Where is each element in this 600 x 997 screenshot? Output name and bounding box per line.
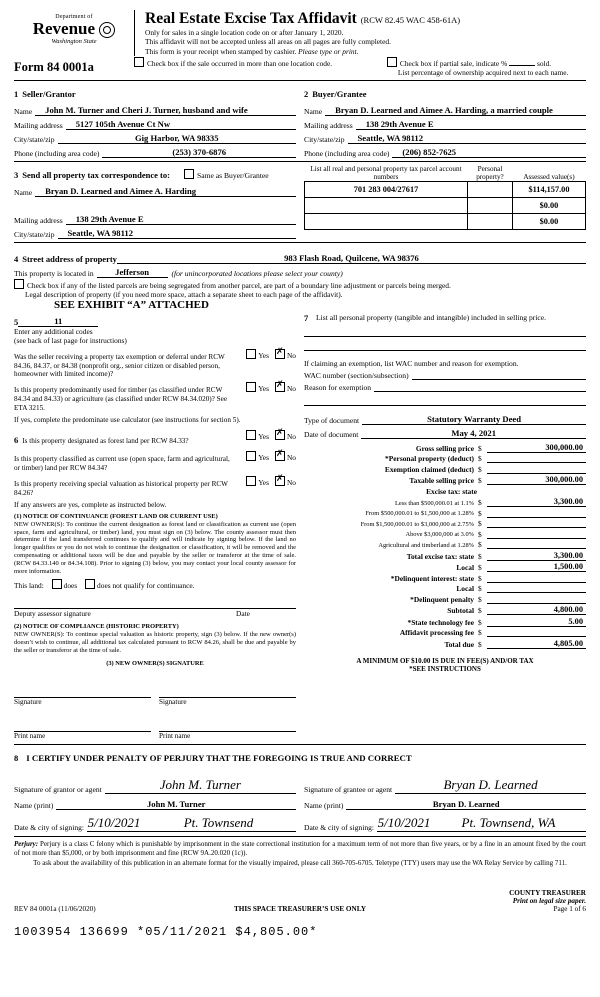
partial-sale-tail: sold.: [536, 58, 552, 68]
segregation-label: Check box if any of the listed parcels are being segregated from another parcel, are part of a boundary line adjustment or parcels being merged.: [27, 280, 451, 290]
buyer-name-label: Name: [304, 106, 323, 116]
grantor-name-label: Name (print): [14, 801, 54, 811]
wac-number-input[interactable]: [412, 379, 586, 380]
buyer-phone-label: Phone (including area code): [304, 148, 390, 158]
print-name-label-2: Print name: [159, 732, 191, 741]
perjury-title: Perjury:: [14, 840, 39, 849]
grantor-date-signed[interactable]: 5/10/2021: [87, 815, 141, 831]
buyer-mailing-label: Mailing address: [304, 120, 353, 130]
document-header: [14, 10, 586, 56]
line-label-3: Taxable selling price: [409, 476, 474, 486]
deputy-assessor-date-label: Date: [236, 609, 250, 619]
q2-no-checkbox[interactable]: [275, 382, 285, 392]
line-label-4: Excise tax: state: [426, 486, 477, 496]
seller-phone[interactable]: (253) 370-6876: [102, 147, 296, 158]
s6q1-no-checkbox[interactable]: [275, 430, 285, 440]
correspondence-and-parcels: [14, 165, 586, 239]
certification-heading: I CERTIFY UNDER PENALTY OF PERJURY THAT THE FOREGOING IS TRUE AND CORRECT: [26, 753, 412, 764]
delinquent-interest-state[interactable]: [487, 582, 586, 583]
seller-number: 1: [14, 88, 19, 99]
grantee-signature-label: Signature of grantee or agent: [304, 785, 393, 795]
buyer-name[interactable]: Bryan D. Learned and Aimee A. Harding, a married couple: [325, 105, 586, 116]
page-title: Real Estate Excise Tax Affidavit: [145, 10, 357, 27]
notice-compliance-title: (2) NOTICE OF COMPLIANCE (HISTORIC PROPERTY): [14, 623, 179, 631]
table-row: [305, 213, 586, 229]
reason-exemption-line-2[interactable]: [304, 392, 586, 406]
line-label-8: Above $3,000,000 at 3.0%: [405, 531, 474, 539]
header-note-3: This form is your receipt when stamped by cashier.: [145, 46, 297, 56]
footer-rev: REV 84 0001a (11/06/2020): [14, 905, 96, 914]
see-instructions-note: *SEE INSTRUCTIONS: [409, 664, 481, 673]
rate-tier-2-amount[interactable]: [487, 517, 586, 518]
wac-number-label: WAC number (section/subsection): [304, 370, 409, 380]
assessed-value-2[interactable]: $0.00: [512, 197, 585, 213]
assessed-value-1[interactable]: $114,157.00: [512, 181, 585, 197]
section6-q2: Is this property classified as current use (open space, farm and agricultural, or timber) land per RCW 84.34?: [14, 455, 230, 472]
line-label-0: Gross selling price: [415, 443, 474, 453]
new-owner-printname-2[interactable]: [159, 716, 296, 732]
document-date-label: Date of document: [304, 429, 359, 439]
located-in-note: (for unincorporated locations please select your county): [171, 268, 343, 278]
partial-sale-percent-input[interactable]: [509, 65, 535, 66]
section5-q1-answer[interactable]: Yes ✗ No: [240, 349, 296, 360]
section6-q3: Is this property receiving special valuation as historical property per RCW 84.26?: [14, 479, 228, 497]
correspondence-block: [14, 165, 296, 239]
s6q3-yes-checkbox[interactable]: [246, 476, 256, 486]
personal-property-checkbox-1[interactable]: [467, 181, 512, 197]
delinquent-interest-local[interactable]: [487, 592, 586, 593]
partial-sale-label: Check box if partial sale, indicate %: [399, 58, 508, 68]
seller-citystatezip[interactable]: Gig Harbor, WA 98335: [58, 133, 297, 144]
seller-phone-label: Phone (including area code): [14, 148, 100, 158]
line-label-6: From $500,000.01 to $1,500,000 at 1.28%: [365, 510, 474, 518]
pct-note: List percentage of ownership acquired next to each name.: [397, 67, 569, 77]
does-label: does: [63, 581, 78, 591]
dept-label: Department of: [55, 14, 93, 20]
segregation-checkbox[interactable]: [14, 279, 24, 289]
partial-sale-checkbox[interactable]: [387, 57, 397, 67]
footer-legal-size: Print on legal size paper.: [512, 897, 586, 906]
buyer-heading: Buyer/Grantee: [312, 88, 367, 99]
section7-number: 7: [304, 312, 309, 323]
grantor-print-name[interactable]: John M. Turner: [56, 799, 296, 810]
section5-block: [14, 313, 296, 740]
corr-citystatezip-label: City/state/zip: [14, 229, 55, 239]
line-label-14: *Delinquent penalty: [410, 594, 474, 604]
assessed-value-3[interactable]: $0.00: [512, 213, 585, 229]
certification-section: [14, 748, 586, 832]
rate-tier-1-amount[interactable]: 3,300.00: [487, 497, 586, 507]
title-block: [134, 10, 586, 56]
revenue-label: Revenue: [32, 19, 96, 38]
multi-location-checkbox[interactable]: [134, 57, 144, 67]
corr-mailing-address[interactable]: 138 29th Avenue E: [66, 214, 296, 225]
header-note-1: Only for sales in a single location code on or after January 1, 2020.: [145, 28, 344, 37]
new-owner-signature-title: (3) NEW OWNER(S) SIGNATURE: [106, 660, 204, 668]
grantee-date-label: Date & city of signing:: [304, 823, 375, 833]
grantee-city-signed[interactable]: Pt. Townsend, WA: [431, 815, 586, 832]
seller-block: [14, 84, 296, 158]
property-street-address[interactable]: 983 Flash Road, Quilcene, WA 98376: [117, 253, 586, 264]
section7-heading: List all personal property (tangible and intangible) included in selling price.: [316, 312, 547, 322]
line-label-2: Exemption claimed (deduct): [384, 464, 474, 474]
section5-question-3: If yes, complete the predominate use calculator (see instructions for section 5).: [14, 416, 241, 425]
notice-continuance-body: NEW OWNER(S): To continue the current designation as forest land or classification as current use (open space, farm and agricultural, or timber) land, you must sign on (3) below. The county assessor must then determine if the land transferred continues to qualify and will indicate by signing below. If the land no longer qualifies or you do not wish to continue the designation or classification, it will be removed and the compensating or additional taxes will be due and payable by the seller or transferor at the time of sale. (RCW 84.33.140 or 84.34.108). Prior to signing (3) below, you may contact your local county assessor for more information.: [14, 520, 296, 575]
document-type-value[interactable]: Statutory Warranty Deed: [362, 414, 586, 425]
print-name-label-1: Print name: [14, 732, 46, 741]
grantor-date-label: Date & city of signing:: [14, 823, 85, 833]
line-label-9: Agricultural and timberland at 1.28%: [378, 541, 474, 549]
section6-number: 6: [14, 435, 19, 446]
section5-question-1: Was the seller receiving a property tax exemption or deferral under RCW 84.36, 84.37, or 84.38 (nonprofit org., senior citizen or disabled person, homeowner with limited income)?: [14, 352, 225, 379]
q2-yes-checkbox[interactable]: [246, 382, 256, 392]
parcel-number-2[interactable]: [305, 197, 468, 213]
reason-exemption-input[interactable]: [374, 391, 586, 392]
section3-number: 3: [14, 169, 19, 180]
parcel-table: [304, 165, 586, 230]
does-not-qualify-checkbox[interactable]: [85, 579, 95, 589]
corr-citystatezip[interactable]: Seattle, WA 98112: [58, 228, 297, 239]
footer-page-number: Page 1 of 6: [553, 905, 586, 914]
delinquent-penalty[interactable]: [487, 603, 586, 604]
section5-line2: (see back of last page for instructions): [14, 335, 127, 345]
alt-format-note: To ask about the availability of this publication in an alternate format for the visually impaired, please call 360-705-6705. Teletype (TTY) users may use the WA Relay Service by calling 711.: [33, 858, 567, 867]
excise-calc-table: Gross selling price $ 300,000.00 *Personal property (deduct) $ Exemption claimed (deduct) $ Taxable selling price $ 300,000.00 Excise tax: state Less than $500,000.01 at 1.1% $ 3,300.00 From $500,000.01 to $1,500,000 at 1.28% $ From $1,500,000.01 to $3,000,000 at 2.75% $ Above $3,000,000 at 3.0% $ Agricultural and timberland at 1.28% $ Total excise tax: state $ 3,300.00 Local $ 1,500.00 *Delinquent interest: state $ Local $ *Delinquent penalty $ Subtotal $ 4,800.00 *State technology fee $ 5.00 Affidavit processing fee $ Total due $ 4,805.00: [304, 443, 586, 649]
corr-mailing-label: Mailing address: [14, 215, 63, 225]
header-note-2: This affidavit will not be accepted unless all areas on all pages are fully completed.: [145, 37, 391, 47]
personal-property-line-1[interactable]: [304, 323, 586, 337]
perjury-body: Perjury is a class C felony which is punishable by imprisonment in the state correctional institution for a maximum term of not more than five years, or by a fine in an amount fixed by the court of not more than $5,000, or by both imprisonment and fine (RCW 9A.20.020 (1c)).: [14, 840, 586, 857]
section4-heading: Street address of property: [22, 253, 117, 264]
footer-county-treasurer: COUNTY TREASURER: [509, 889, 586, 898]
legal-description-label: Legal description of property (if you need more space, attach a separate sheet to each page of the affidavit).: [25, 289, 343, 299]
grantee-signature[interactable]: Bryan D. Learned: [395, 777, 586, 794]
rcw-reference: (RCW 82.45 WAC 458-61A): [360, 15, 461, 25]
s6q2-yes-checkbox[interactable]: [246, 451, 256, 461]
personal-property-checkbox-2[interactable]: [467, 197, 512, 213]
parcel-number-1[interactable]: 701 283 004/27617: [305, 181, 468, 197]
gross-selling-price[interactable]: 300,000.00: [487, 443, 586, 453]
minimum-fee-note: A MINIMUM OF $10.00 IS DUE IN FEE(S) AND/OR TAX: [356, 656, 534, 665]
line-label-10: Total excise tax: state: [406, 551, 474, 561]
rate-tier-4-amount[interactable]: [487, 538, 586, 539]
grantee-date-signed[interactable]: 5/10/2021: [377, 815, 431, 831]
buyer-citystatezip-label: City/state/zip: [304, 134, 345, 144]
section6-if-any: If any answers are yes, complete as instructed below.: [14, 501, 167, 510]
section6-q2-answer[interactable]: Yes ✗ No: [240, 451, 296, 462]
new-owner-signature-1[interactable]: [14, 682, 151, 698]
rate-tier-3-amount[interactable]: [487, 527, 586, 528]
perjury-note: [14, 840, 586, 857]
exemption-claimed-deduct[interactable]: [487, 473, 586, 474]
section4-number: 4: [14, 253, 19, 264]
table-row: [305, 181, 586, 197]
line-label-17: Affidavit processing fee: [399, 628, 474, 638]
grantee-print-name[interactable]: Bryan D. Learned: [346, 799, 586, 810]
reason-exemption-label: Reason for exemption: [304, 382, 372, 392]
line-label-12: *Delinquent interest: state: [390, 573, 474, 583]
document-footer: [14, 889, 586, 913]
located-in-county[interactable]: Jefferson: [97, 267, 168, 278]
corr-name[interactable]: Bryan D. Learned and Aimee A. Harding: [35, 186, 296, 197]
location-code[interactable]: 11: [18, 316, 98, 327]
seller-name[interactable]: John M. Turner and Cheri J. Turner, husband and wife: [35, 105, 296, 116]
buyer-number: 2: [304, 88, 309, 99]
line-label-7: From $1,500,000.01 to $3,000,000 at 2.75%: [360, 520, 474, 528]
s6q1-yes-checkbox[interactable]: [246, 430, 256, 440]
agency-logo: [14, 10, 134, 45]
document-type-label: Type of document: [304, 415, 360, 425]
legal-description-value[interactable]: SEE EXHIBIT “A” ATTACHED: [54, 298, 209, 311]
line-label-18: Total due: [444, 639, 474, 649]
buyer-block: [304, 84, 586, 158]
grantor-city-signed[interactable]: Pt. Townsend: [141, 815, 296, 832]
parcel-table-block: [304, 165, 586, 239]
state-technology-fee[interactable]: 5.00: [487, 617, 586, 627]
seller-heading: Seller/Grantor: [22, 88, 76, 99]
personal-property-line-2[interactable]: [304, 337, 586, 351]
line-label-16: *State technology fee: [407, 617, 474, 627]
section5-line1: Enter any additional codes: [14, 326, 93, 336]
total-excise-tax-state[interactable]: 3,300.00: [487, 551, 586, 561]
signature-label-1: Signature: [14, 698, 42, 707]
footer-treasurer-space: THIS SPACE TREASURER’S USE ONLY: [233, 905, 367, 914]
subtotal[interactable]: 4,800.00: [487, 605, 586, 615]
new-owner-signature-2[interactable]: [159, 682, 296, 698]
line-label-1: *Personal property (deduct): [385, 454, 474, 464]
same-as-buyer-label: Same as Buyer/Grantee: [196, 170, 269, 180]
form-number: Form 84 0001a: [14, 59, 94, 74]
line-label-5: Less than $500,000.01 at 1.1%: [395, 499, 474, 507]
section6-q3-answer[interactable]: Yes ✗ No: [240, 476, 296, 487]
treasurer-stamp: 1003954 136699 *05/11/2021 $4,805.00*: [14, 925, 318, 940]
header-note-3-em: Please type or print.: [298, 46, 359, 56]
grantee-name-label: Name (print): [304, 801, 344, 811]
taxable-selling-price[interactable]: 300,000.00: [487, 475, 586, 485]
property-address-section: [14, 246, 586, 311]
affidavit-processing-fee[interactable]: [487, 636, 586, 637]
personal-property-deduct[interactable]: [487, 462, 586, 463]
grantor-signature-label: Signature of grantor or agent: [14, 785, 102, 795]
buyer-phone[interactable]: (206) 852-7625: [392, 147, 586, 158]
section8-number: 8: [14, 753, 19, 764]
q1-yes-checkbox[interactable]: [246, 349, 256, 359]
deputy-assessor-signature-line[interactable]: [14, 596, 296, 609]
section5-question-2: Is this property predominantly used for timber (as classified under RCW 84.34 and 84.33) or agriculture (as classified under RCW 84.34.020)? See ETA 3215.: [14, 386, 228, 412]
document-date-value[interactable]: May 4, 2021: [361, 428, 586, 439]
signature-label-2: Signature: [159, 698, 187, 707]
this-land-label: This land:: [14, 581, 44, 591]
corr-name-label: Name: [14, 187, 33, 197]
state-label: Washington State: [51, 38, 97, 46]
personal-property-checkbox-3[interactable]: [467, 213, 512, 229]
seller-mailing-label: Mailing address: [14, 120, 63, 130]
seal-icon: [99, 22, 115, 38]
does-qualify-checkbox[interactable]: [52, 579, 62, 589]
buyer-citystatezip[interactable]: Seattle, WA 98112: [348, 133, 587, 144]
s6q3-no-checkbox[interactable]: [275, 476, 285, 486]
section5-number: 5: [14, 316, 19, 327]
ag-timber-amount[interactable]: [487, 548, 586, 549]
personal-col-header: Personal property?: [476, 164, 504, 181]
line-label-13: Local: [456, 584, 474, 594]
located-in-label: This property is located in: [14, 268, 94, 278]
notice-compliance-body: NEW OWNER(S): To continue special valuation as historic property, sign (3) below. If the new owner(s) doesn’t wish to continue, all additional tax calculated pursuant to RCW 84.26, shall be due and payable by the seller or transferor at the time of sale.: [14, 631, 296, 654]
q1-no-checkbox[interactable]: [275, 349, 285, 359]
section6-q1: Is this property designated as forest land per RCW 84.33?: [22, 437, 189, 446]
table-row: [305, 197, 586, 213]
new-owner-printname-1[interactable]: [14, 716, 151, 732]
parties-section: [14, 84, 586, 158]
exemption-instruction: If claiming an exemption, list WAC number and reason for exemption.: [304, 358, 519, 368]
same-as-buyer-checkbox[interactable]: [184, 169, 194, 179]
notice-continuance-title: (1) NOTICE OF CONTINUANCE (FOREST LAND OR CURRENT USE): [14, 513, 218, 521]
seller-mailing-address[interactable]: 5127 105th Avenue Ct Nw: [66, 119, 296, 130]
line-label-15: Subtotal: [447, 606, 474, 616]
assessed-col-header: Assessed value(s): [523, 172, 575, 181]
parcel-number-3[interactable]: [305, 213, 468, 229]
parcel-col-header: List all real and personal property tax parcel account numbers: [310, 164, 462, 181]
s6q2-no-checkbox[interactable]: [275, 451, 285, 461]
section6-q1-answer[interactable]: Yes ✗ No: [240, 430, 296, 441]
section7-block: [304, 313, 586, 740]
buyer-mailing-address[interactable]: 138 29th Avenue E: [356, 119, 586, 130]
total-due[interactable]: 4,805.00: [487, 639, 586, 649]
seller-name-label: Name: [14, 106, 33, 116]
deputy-assessor-sig-label: Deputy assessor signature: [14, 609, 91, 619]
section5-q2-answer[interactable]: Yes ✗ No: [240, 382, 296, 393]
total-excise-tax-local[interactable]: 1,500.00: [487, 562, 586, 572]
does-not-label: does not qualify for continuance.: [97, 581, 195, 591]
section3-heading: Send all property tax correspondence to:: [22, 169, 170, 180]
grantor-signature[interactable]: John M. Turner: [105, 777, 296, 794]
seller-citystatezip-label: City/state/zip: [14, 134, 55, 144]
line-label-11: Local: [456, 563, 474, 573]
multi-location-label: Check box if the sale occurred in more than one location code.: [147, 58, 333, 68]
